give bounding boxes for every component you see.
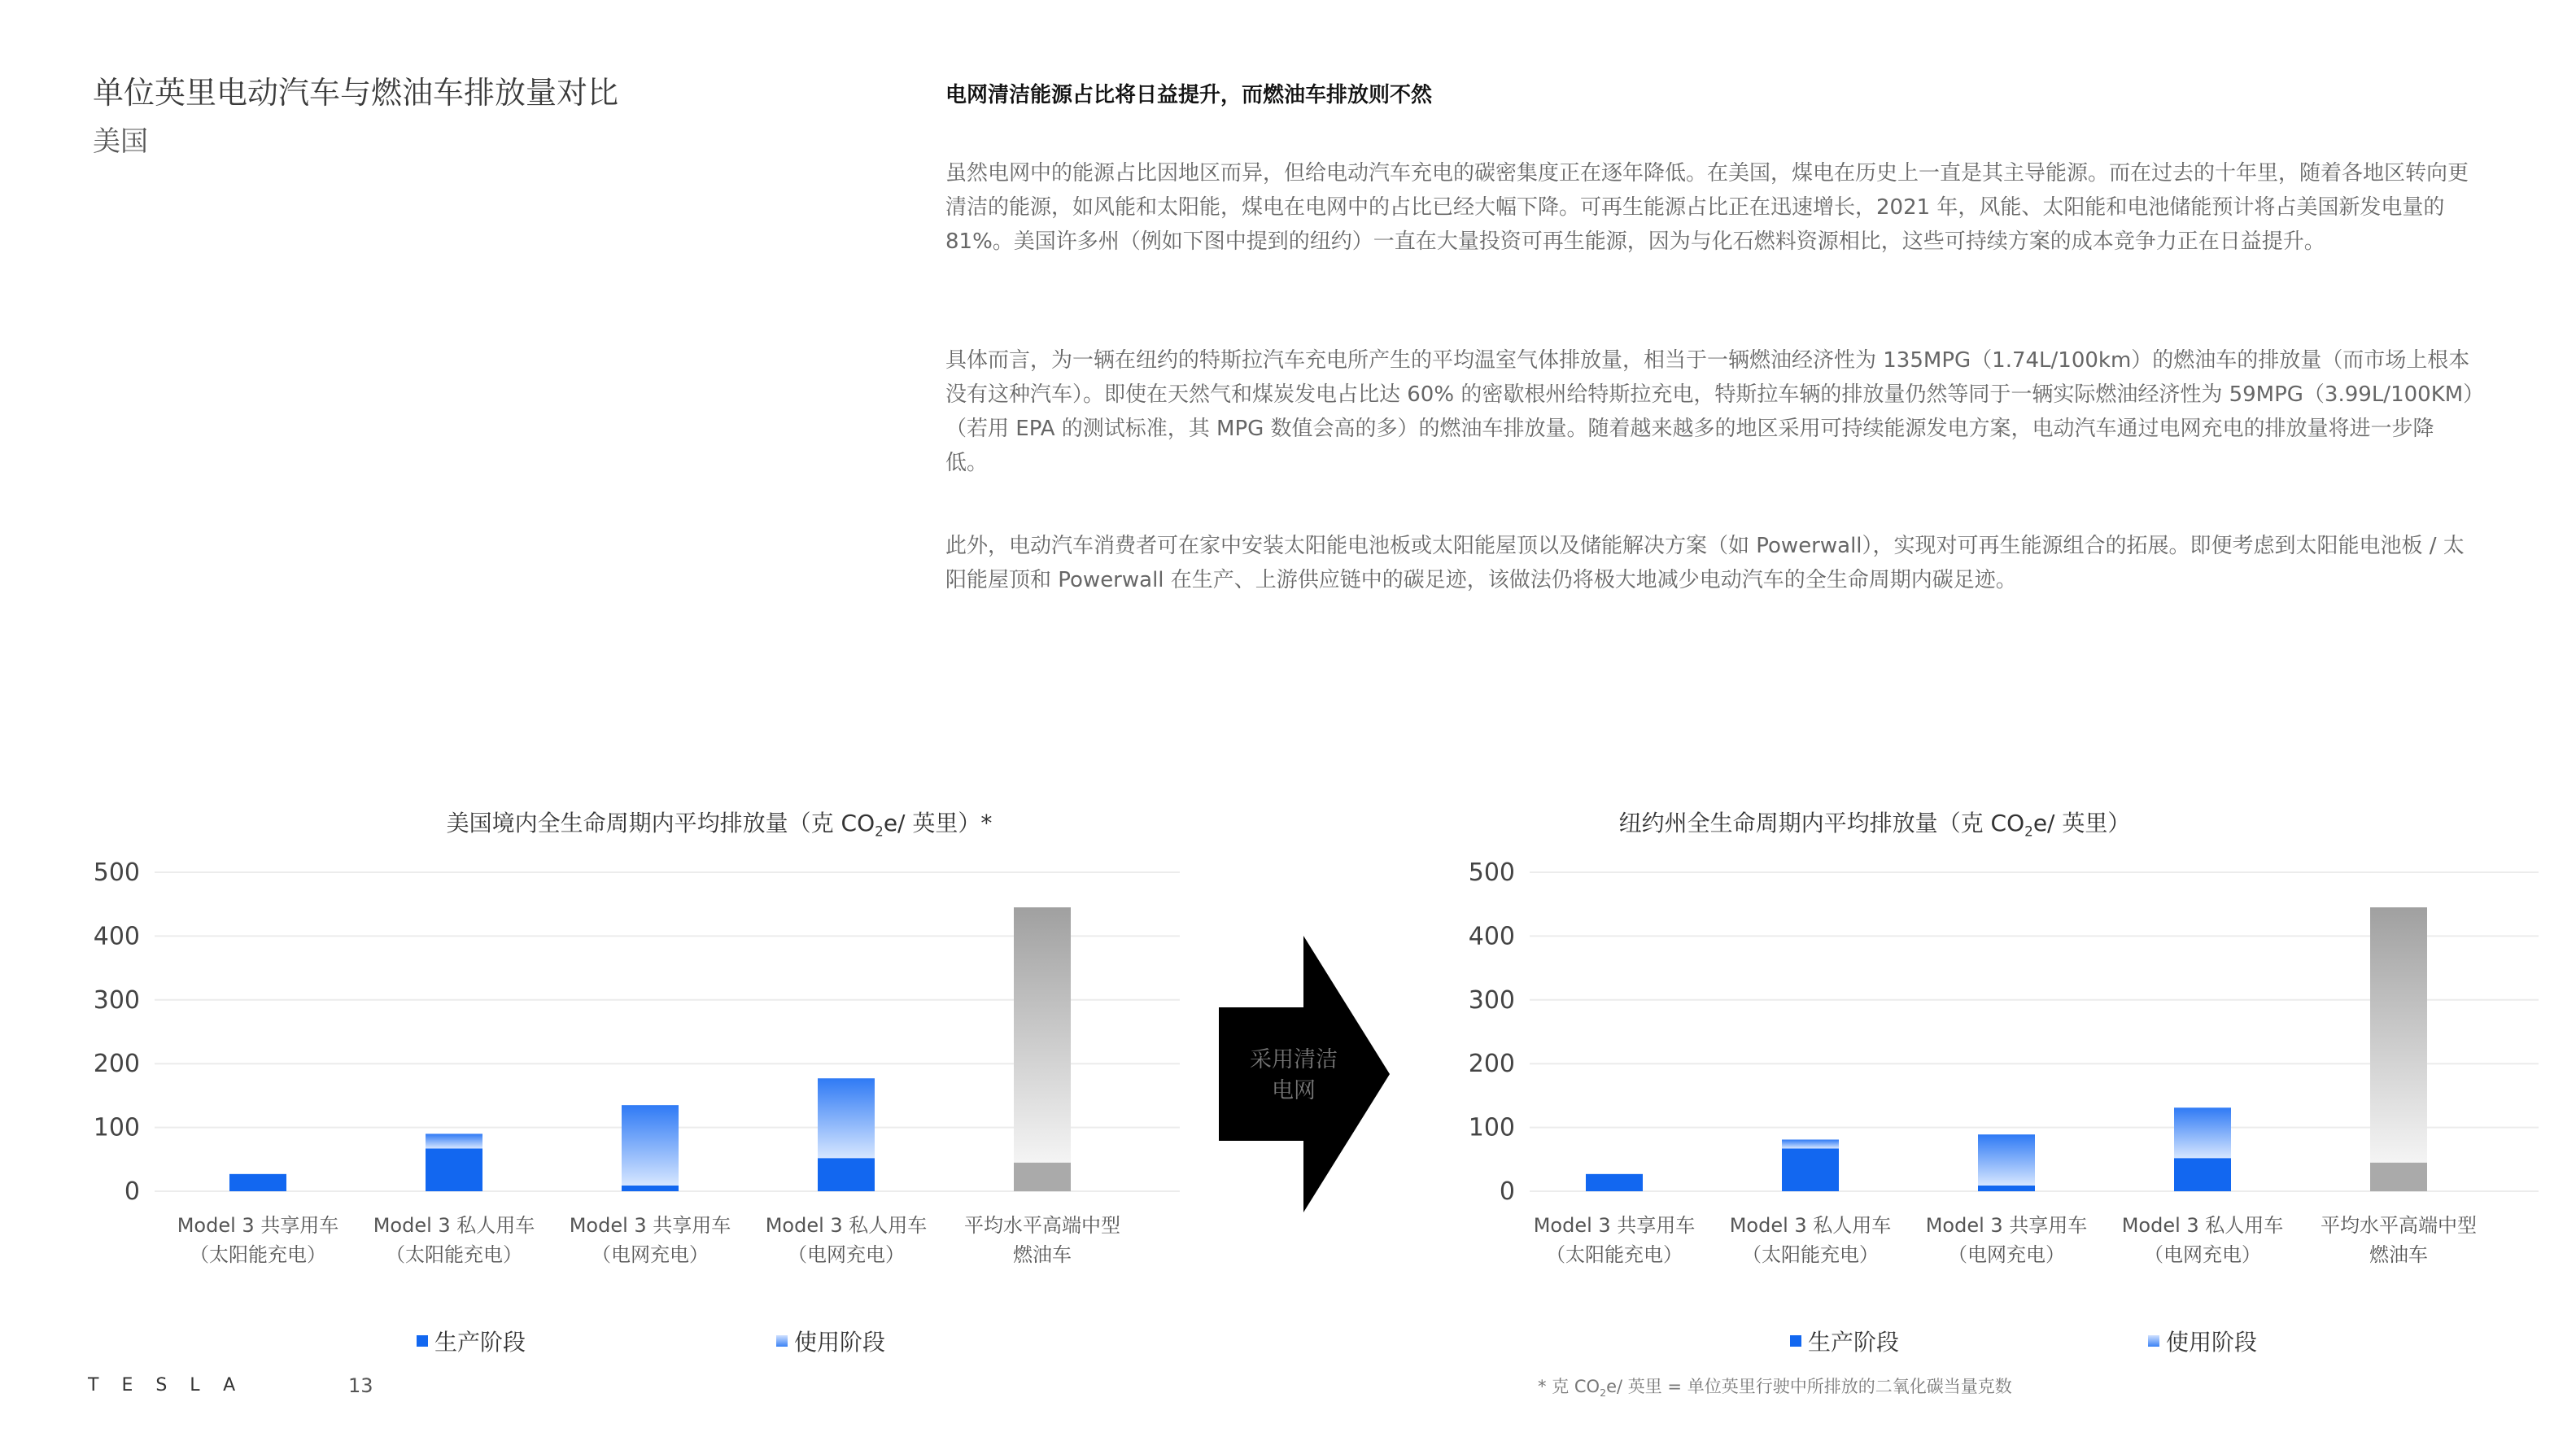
y-tick-label: 200 — [1468, 1050, 1515, 1079]
x-tick-label: Model 3 私人用车 — [373, 1214, 535, 1237]
bar-production — [2174, 1158, 2231, 1191]
page-number: 13 — [348, 1374, 373, 1397]
y-tick-label: 0 — [1499, 1177, 1515, 1206]
chart-ny — [1440, 846, 2547, 1286]
y-tick-label: 300 — [1468, 985, 1515, 1015]
bar-production — [1978, 1186, 2035, 1191]
legend-use-us — [776, 1325, 885, 1357]
x-tick-label: 平均水平高端中型 — [964, 1214, 1120, 1237]
x-tick-label: （电网充电） — [592, 1243, 709, 1266]
y-tick-label: 0 — [124, 1177, 140, 1206]
y-tick-label: 100 — [93, 1113, 140, 1142]
arrow-label-line2: 电网 — [1272, 1078, 1316, 1103]
x-tick-label: Model 3 共享用车 — [1925, 1214, 2088, 1237]
x-tick-label: （太阳能充电） — [386, 1243, 522, 1266]
bar-use — [818, 1078, 875, 1158]
y-tick-label: 400 — [1468, 922, 1515, 951]
legend-label: 使用阶段 — [794, 1329, 886, 1356]
page-title: 单位英里电动汽车与燃油车排放量对比 — [93, 75, 619, 111]
legend-label: 使用阶段 — [2166, 1329, 2258, 1356]
x-tick-label: 燃油车 — [2369, 1243, 2428, 1266]
arrow-label — [1220, 1045, 1367, 1107]
x-tick-label: Model 3 私人用车 — [1729, 1214, 1892, 1237]
bar-use — [1782, 1139, 1839, 1148]
x-tick-label: Model 3 共享用车 — [177, 1214, 339, 1237]
legend-label: 生产阶段 — [434, 1329, 526, 1356]
section-heading: 电网清洁能源占比将日益提升，而燃油车排放则不然 — [945, 83, 1433, 107]
bar-use — [1978, 1134, 2035, 1186]
x-tick-label: （太阳能充电） — [1742, 1243, 1879, 1266]
bar-use — [426, 1133, 482, 1148]
x-tick-label: （太阳能充电） — [190, 1243, 326, 1266]
bar-use — [622, 1105, 679, 1186]
legend-swatch-production — [1790, 1335, 1801, 1347]
bar-use — [1014, 907, 1071, 1163]
legend-label: 生产阶段 — [1808, 1329, 1900, 1356]
y-tick-label: 300 — [93, 985, 140, 1015]
arrow-label-line1: 采用清洁 — [1250, 1047, 1338, 1072]
legend-use-ny — [2148, 1325, 2257, 1357]
x-tick-label: 平均水平高端中型 — [2321, 1214, 2477, 1237]
tesla-logo: TESLA — [88, 1375, 259, 1395]
y-tick-label: 500 — [1468, 858, 1515, 887]
x-tick-label: （电网充电） — [2144, 1243, 2261, 1266]
legend-swatch-use — [2148, 1335, 2159, 1347]
bar-use — [2370, 907, 2427, 1163]
bar-use — [2174, 1107, 2231, 1158]
bar-production — [1782, 1148, 1839, 1191]
legend-swatch-use — [776, 1335, 788, 1347]
bar-production — [229, 1174, 286, 1191]
x-tick-label: Model 3 共享用车 — [569, 1214, 731, 1237]
y-tick-label: 200 — [93, 1050, 140, 1079]
paragraph-2: 具体而言，为一辆在纽约的特斯拉汽车充电所产生的平均温室气体排放量，相当于一辆燃油经济性为 135MPG（1.74L/100km）的燃油车的排放量（而市场上根本没有这种汽车）。即使在天然气和煤炭发电占比达 60% 的密歇根州给特斯拉充电，特斯拉车辆的排放量仍然等同于一辆实际燃油经济性为 59MPG（3.99L/100KM）（若用 EPA 的测试标准，其 MPG 数值会高的多）的燃油车排放量。随着越来越多的地区采用可持续能源发电方案，电动汽车通过电网充电的排放量将进一步降低。 — [945, 348, 2474, 475]
x-tick-label: Model 3 私人用车 — [765, 1214, 928, 1237]
chart-us — [65, 846, 1188, 1286]
legend-production-ny — [1790, 1325, 1899, 1357]
legend-production-us — [417, 1325, 526, 1357]
bar-production — [1586, 1174, 1643, 1191]
bar-production — [426, 1148, 482, 1191]
paragraph-3: 此外，电动汽车消费者可在家中安装太阳能电池板或太阳能屋顶以及储能解决方案（如 Powerwall），实现对可再生能源组合的拓展。即便考虑到太阳能电池板 / 太阳能屋顶和 Powerwall 在生产、上游供应链中的碳足迹，该做法仍将极大地减少电动汽车的全生命周期内碳足迹。 — [945, 534, 2465, 592]
legend-swatch-production — [417, 1335, 428, 1347]
y-tick-label: 100 — [1468, 1113, 1515, 1142]
bar-production — [818, 1158, 875, 1191]
x-tick-label: （电网充电） — [1948, 1243, 2065, 1266]
x-tick-label: 燃油车 — [1013, 1243, 1072, 1266]
chart-us-title: 美国境内全生命周期内平均排放量（克 $CO_2e/$ 英里）* — [446, 810, 993, 840]
footnote: * 克 $CO_2e/$ 英里 = 单位英里行驶中所排放的二氧化碳当量克数 — [1538, 1377, 2012, 1400]
y-tick-label: 400 — [93, 922, 140, 951]
x-tick-label: Model 3 共享用车 — [1533, 1214, 1696, 1237]
bar-production — [1014, 1163, 1071, 1191]
x-tick-label: Model 3 私人用车 — [2121, 1214, 2284, 1237]
page-subtitle: 美国 — [93, 125, 148, 158]
paragraph-1: 虽然电网中的能源占比因地区而异，但给电动汽车充电的碳密集度正在逐年降低。在美国，煤电在历史上一直是其主导能源。而在过去的十年里，随着各地区转向更清洁的能源，如风能和太阳能，煤电在电网中的占比已经大幅下降。可再生能源占比正在迅速增长，2021 年，风能、太阳能和电池储能预计将占美国新发电量的 81%。美国许多州（例如下图中提到的纽约）一直在大量投资可再生能源，因为与化石燃料资源相比，这些可持续方案的成本竞争力正在日益提升。 — [945, 161, 2469, 254]
y-tick-label: 500 — [93, 858, 140, 887]
chart-ny-title: 纽约州全生命周期内平均排放量（克 $CO_2e/$ 英里） — [1618, 810, 2131, 840]
bar-production — [2370, 1163, 2427, 1191]
x-tick-label: （电网充电） — [788, 1243, 905, 1266]
x-tick-label: （太阳能充电） — [1546, 1243, 1683, 1266]
bar-production — [622, 1186, 679, 1191]
